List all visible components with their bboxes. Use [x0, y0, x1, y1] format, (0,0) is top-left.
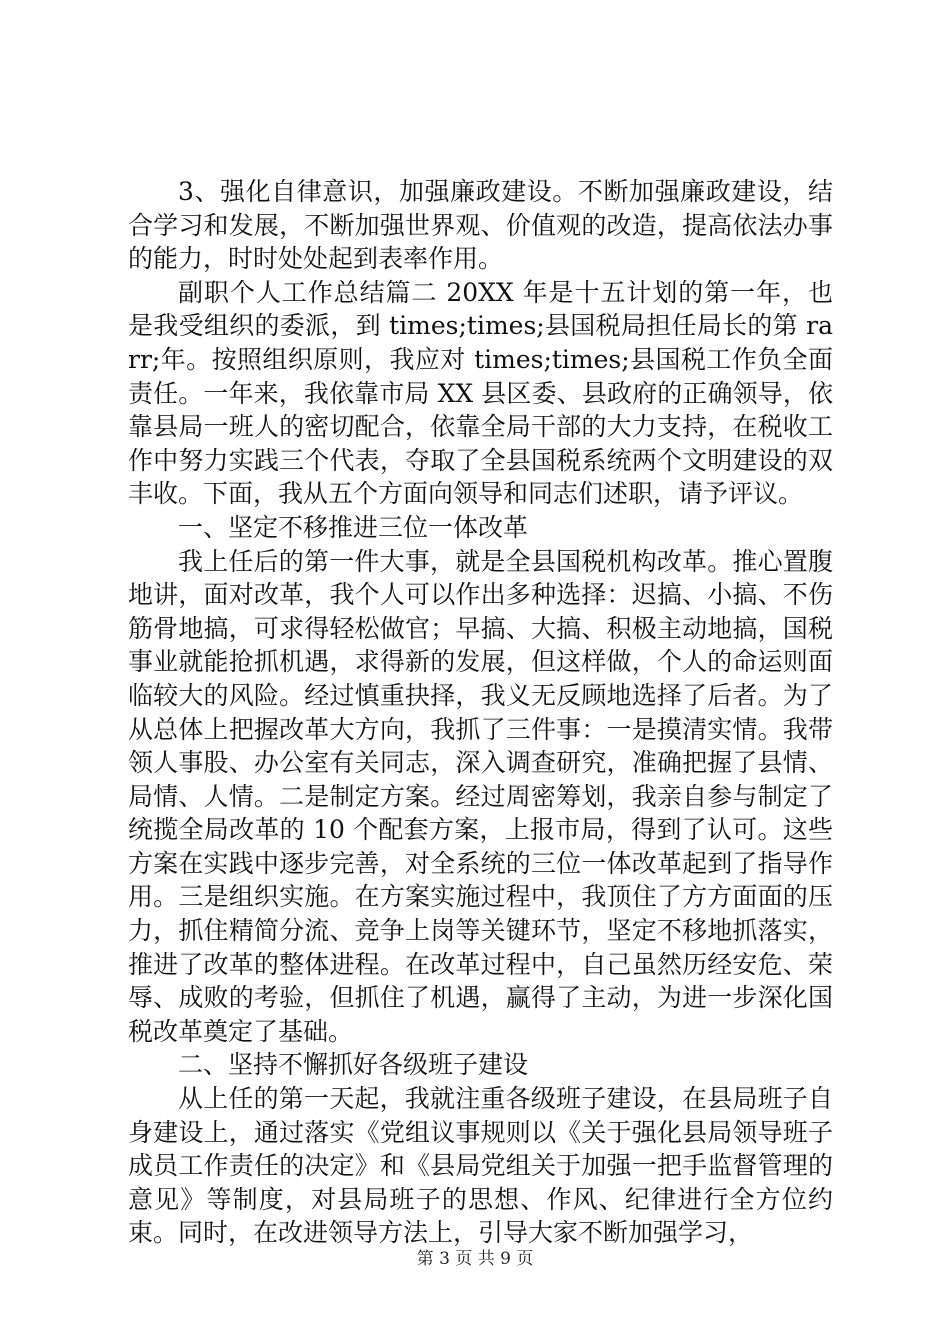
body-text: [128, 175, 833, 1250]
section-heading-2: 二、坚持不懈抓好各级班子建设: [178, 1050, 529, 1080]
paragraph-3: 我上任后的第一件大事，就是全县国税机构改革。推心置腹地讲，面对改革，我个人可以作出多种选择：迟搞、小搞、不伤筋骨地搞，可求得轻松做官；早搞、大搞、积极主动地搞，国税事业就能抢抓机遇，求得新的发展，但这样做，个人的命运则面临较大的风险。经过慎重抉择，我义无反顾地选择了后者。为了从总体上把握改革大方向，我抓了三件事：一是摸清实情。我带领人事股、办公室有关同志，深入调查研究，准确把握了县情、局情、人情。二是制定方案。经过周密筹划，我亲自参与制定了统揽全局改革的 10 个配套方案，上报市局，得到了认可。这些方案在实践中逐步完善，对全系统的三位一体改革起到了指导作用。三是组织实施。在方案实施过程中，我顶住了方方面面的压力，抓住精简分流、竞争上岗等关键环节，坚定不移地抓落实，推进了改革的整体进程。在改革过程中，自己虽然历经安危、荣辱、成败的考验，但抓住了机遇，赢得了主动，为进一步深化国税改革奠定了基础。: [128, 546, 833, 1046]
paragraph-4: 从上任的第一天起，我就注重各级班子建设，在县局班子自身建设上，通过落实《党组议事规则以《关于强化县局领导班子成员工作责任的决定》和《县局党组关于加强一把手监督管理的意见》等制度，对县局班子的思想、作风、纪律进行全方位约束。同时，在改进领导方法上，引导大家不断加强学习，: [128, 1084, 833, 1248]
page-number-footer: 第 3 页 共 9 页: [416, 1249, 534, 1269]
paragraph-2: 副职个人工作总结篇二 20XX 年是十五计划的第一年，也是我受组织的委派，到 times;times;县国税局担任局长的第 rarr;年。按照组织原则，我应对 times;times;县国税工作负全面责任。一年来，我依靠市局 XX 县区委、县政府的正确领导，依靠县局一班人的密切配合，依靠全局干部的大力支持，在税收工作中努力实践三个代表，夺取了全县国税系统两个文明建设的双丰收。下面，我从五个方面向领导和同志们述职，请予评议。: [128, 277, 833, 509]
paragraph-1: 3、强化自律意识，加强廉政建设。不断加强廉政建设，结合学习和发展，不断加强世界观、价值观的改造，提高依法办事的能力，时时处处起到表率作用。: [128, 177, 833, 274]
section-heading-1: 一、坚定不移推进三位一体改革: [178, 512, 529, 542]
